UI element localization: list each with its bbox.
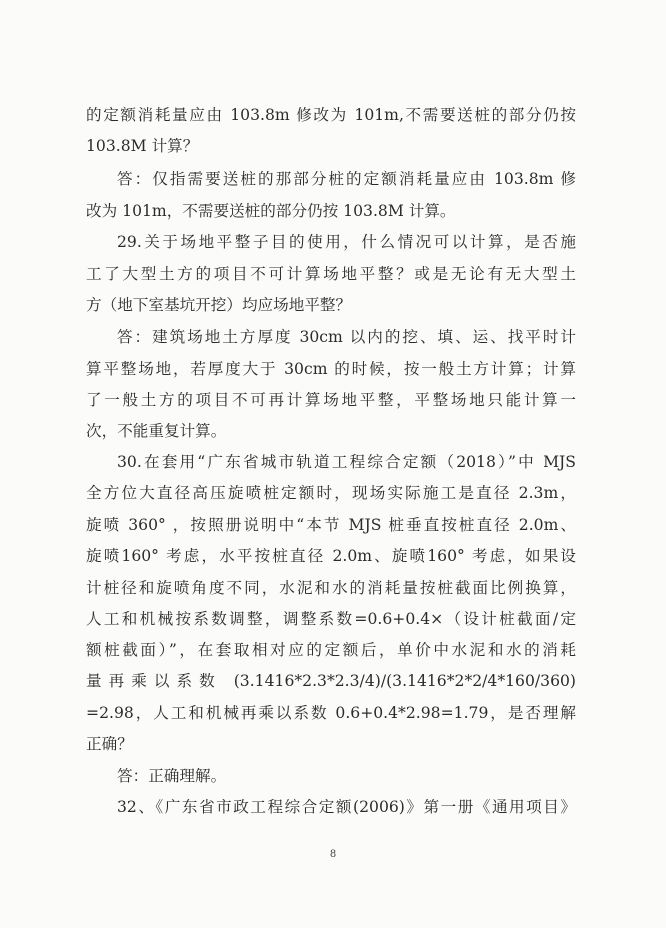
text-line: 正确？	[86, 735, 133, 753]
text-line: 旋喷 360° ，按照册说明中“本节 MJS 桩垂直按桩直径 2.0m、	[86, 516, 576, 534]
text-line: 方（地下室基坑开挖）均应场地平整？	[86, 296, 352, 314]
text-line: 103.8M 计算？	[86, 137, 199, 155]
text-line: 量再乘以系数 (3.1416*2.3*2.3/4)/(3.1416*2*2/4*160/360)	[86, 672, 576, 690]
text-line: 了一般土方的项目不可再计算场地平整，平整场地只能计算一	[86, 391, 576, 409]
text-line: 计桩径和旋喷角度不同，水泥和水的消耗量按桩截面比例换算，	[86, 579, 576, 597]
text-line: 的定额消耗量应由 103.8m 修改为 101m,不需要送桩的部分仍按	[86, 106, 576, 124]
text-line: 人工和机械按系数调整，调整系数=0.6+0.4×（设计桩截面/定	[86, 610, 576, 628]
text-line: 算平整场地，若厚度大于 30cm 的时候，按一般土方计算；计算	[86, 360, 576, 378]
text-line: 旋喷160° 考虑，水平按桩直径 2.0m、旋喷160° 考虑，如果设	[86, 547, 576, 565]
text-line: 改为 101m，不需要送桩的部分仍按 103.8M 计算。	[86, 202, 456, 220]
text-line: 32、《广东省市政工程综合定额(2006)》第一册《通用项目》	[117, 798, 576, 816]
text-line: 答：仅指需要送桩的那部分桩的定额消耗量应由 103.8m 修	[117, 170, 576, 188]
text-line: =2.98，人工和机械再乘以系数 0.6+0.4*2.98=1.79，是否理解	[86, 704, 576, 722]
text-line: 29.关于场地平整子目的使用，什么情况可以计算，是否施	[117, 233, 576, 251]
text-line: 30.在套用“广东省城市轨道工程综合定额（2018）”中 MJS	[117, 453, 576, 471]
text-line: 答：正确理解。	[117, 767, 227, 785]
page-number: 8	[329, 849, 337, 860]
text-line: 全方位大直径高压旋喷桩定额时，现场实际施工是直径 2.3m，	[86, 484, 576, 502]
text-line: 答：建筑场地土方厚度 30cm 以内的挖、填、运、找平时计	[117, 328, 576, 346]
text-line: 次，不能重复计算。	[86, 422, 227, 440]
text-line: 额桩截面）”，在套取相对应的定额后，单价中水泥和水的消耗	[86, 641, 576, 659]
text-line: 工了大型土方的项目不可计算场地平整？或是无论有无大型土	[86, 265, 576, 283]
